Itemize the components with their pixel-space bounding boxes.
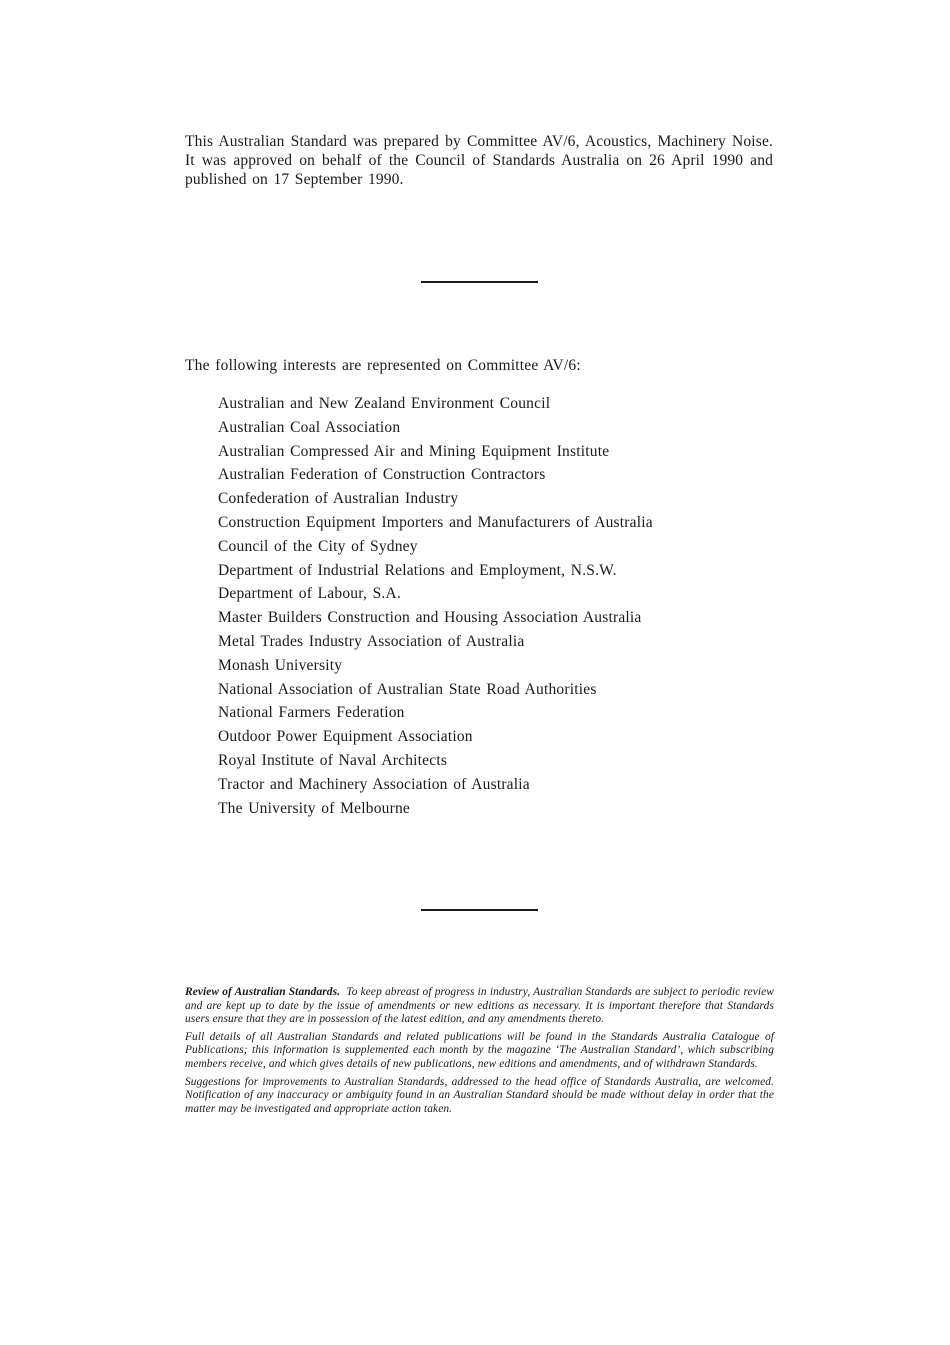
review-paragraph [185, 986, 774, 1027]
list-item: Council of the City of Sydney [218, 537, 418, 555]
review-text: To keep abreast of progress in industry, Australian Standards are subject to periodic review and are kept up to date by the issue of amendments or new editions as necessary. It is important therefore that Standards users ensure that they are in possession of the latest edition, and any amendments thereto. [185, 986, 774, 1026]
committee-member-list [218, 394, 653, 822]
list-item: Australian Coal Association [218, 418, 401, 436]
interests-heading: The following interests are represented on Committee AV/6: [185, 357, 581, 374]
section-divider-bottom [421, 909, 538, 911]
list-item: Department of Industrial Relations and Employment, N.S.W. [218, 561, 617, 579]
list-item: Confederation of Australian Industry [218, 490, 459, 508]
list-item: Outdoor Power Equipment Association [218, 728, 473, 746]
list-item: Australian Federation of Construction Contractors [218, 466, 546, 484]
review-lead: Review of Australian Standards. [185, 986, 341, 998]
list-item: National Association of Australian State Road Authorities [218, 680, 597, 698]
list-item: National Farmers Federation [218, 704, 405, 722]
list-item: Australian and New Zealand Environment Council [218, 395, 551, 412]
list-item: Tractor and Machinery Association of Australia [218, 775, 530, 793]
list-item: Monash University [218, 656, 343, 674]
list-item: Construction Equipment Importers and Manufacturers of Australia [218, 513, 653, 531]
catalogue-paragraph: Full details of all Australian Standards and related publications will be found in the Standards Australia Catalogue of Publications; this information is supplemented each month by the magazine ‘The Australian Standard’, which subscribing members receive, and which gives details of new publications, new editions and amendments, and of withdrawn Standards. [185, 1030, 774, 1070]
preparation-statement: This Australian Standard was prepared by Committee AV/6, Acoustics, Machinery Noise. It was approved on behalf of the Council of Standards Australia on 26 April 1990 and published on 17 September 1990. [185, 133, 773, 188]
list-item: The University of Melbourne [218, 799, 410, 817]
list-item: Master Builders Construction and Housing Association Australia [218, 609, 642, 627]
section-divider-top [421, 281, 538, 283]
list-item: Department of Labour, S.A. [218, 585, 401, 603]
list-item: Metal Trades Industry Association of Australia [218, 632, 525, 650]
list-item: Australian Compressed Air and Mining Equipment Institute [218, 442, 610, 460]
suggestions-paragraph: Suggestions for improvements to Australian Standards, addressed to the head office of Standards Australia, are welcomed. Notification of any inaccuracy or ambiguity found in an Australian Standard should be made without delay in order that the matter may be investigated and appropriate action taken. [185, 1075, 774, 1115]
review-notes [185, 986, 774, 1120]
list-item: Royal Institute of Naval Architects [218, 751, 448, 769]
